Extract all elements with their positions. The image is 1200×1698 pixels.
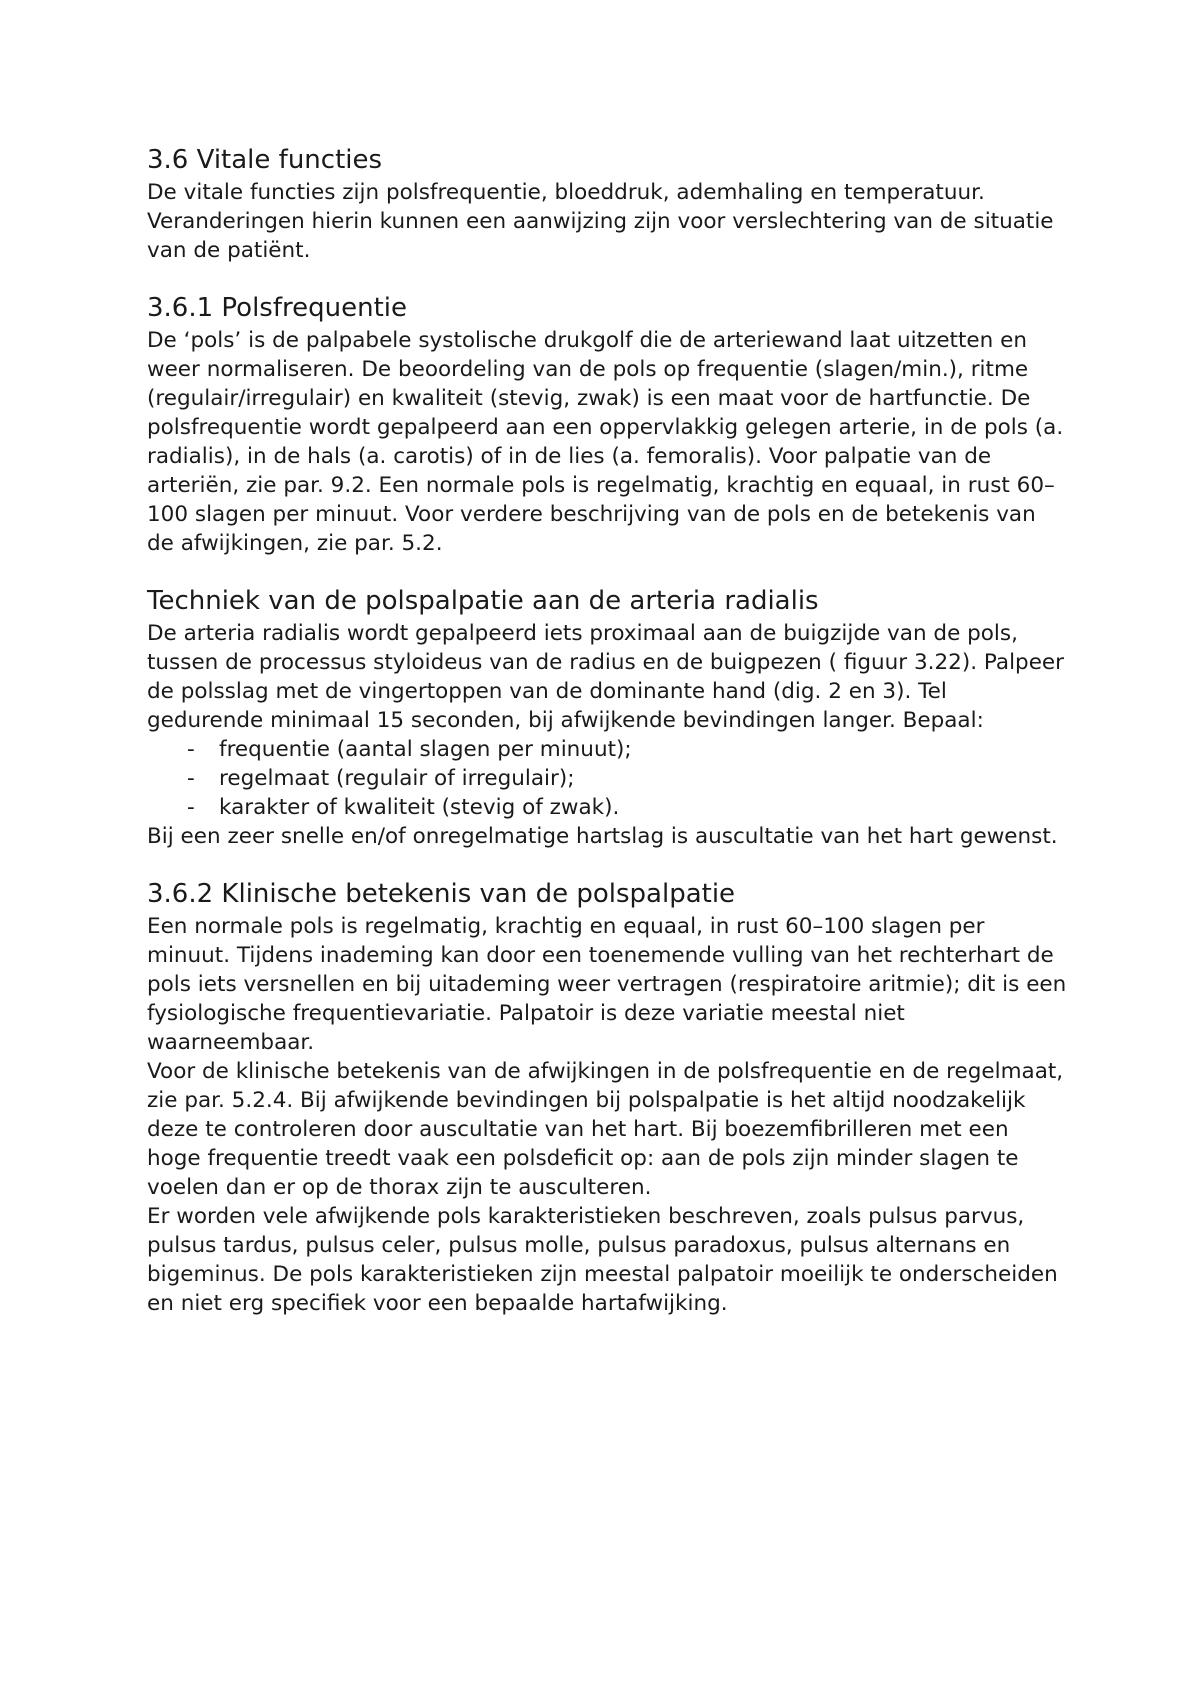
- list-dash: -: [187, 795, 195, 820]
- list-item-text: karakter of kwaliteit (stevig of zwak).: [219, 795, 620, 820]
- paragraph: Er worden vele afwijkende pols karakteristieken beschreven, zoals pulsus parvus, pulsus tardus, pulsus celer, pulsus molle, pulsus paradoxus, pulsus alternans en bigeminus. De pols karakteristieken zijn meestal palpatoir moeilijk te onderscheiden en niet erg specifiek voor een bepaalde hartafwijking.: [147, 1204, 1058, 1316]
- section-vitale-functies: [147, 144, 1067, 265]
- section-polsfrequentie: [147, 292, 1067, 558]
- list-item-text: regelmaat (regulair of irregulair);: [219, 766, 575, 791]
- paragraph: Voor de klinische betekenis van de afwijkingen in de polsfrequentie en de regelmaat, zie par. 5.2.4. Bij afwijkende bevindingen bij polspalpatie is het altijd noodzakelijk deze te controleren door auscultatie van het hart. Bij boezemfibrilleren met een hoge frequentie treedt vaak een polsdeficit op: aan de pols zijn minder slagen te voelen dan er op de thorax zijn te ausculteren.: [147, 1059, 1064, 1200]
- paragraph-intro: De arteria radialis wordt gepalpeerd iets proximaal aan de buigzijde van de pols, tussen de processus styloideus van de radius en de buigpezen ( figuur 3.22). Palpeer de polsslag met de vingertoppen van de dominante hand (dig. 2 en 3). Tel gedurende minimaal 15 seconden, bij afwijkende bevindingen langer. Bepaal:: [147, 621, 1064, 733]
- list-dash: -: [187, 737, 195, 762]
- section-title: 3.6 Vitale functies: [147, 145, 383, 175]
- section-techniek-polspalpatie: [147, 585, 1067, 851]
- paragraph: De vitale functies zijn polsfrequentie, bloeddruk, ademhaling en temperatuur. Veranderingen hierin kunnen een aanwijzing zijn voor verslechtering van de situatie van de patiënt.: [147, 180, 1054, 263]
- paragraph: De ‘pols’ is de palpabele systolische drukgolf die de arteriewand laat uitzetten en weer normaliseren. De beoordeling van de pols op frequentie (slagen/min.), ritme (regulair/irregulair) en kwaliteit (stevig, zwak) is een maat voor de hartfunctie. De polsfrequentie wordt gepalpeerd aan een oppervlakkig gelegen arterie, in de pols (a. radialis), in de hals (a. carotis) of in de lies (a. femoralis). Voor palpatie van de arteriën, zie par. 9.2. Een normale pols is regelmatig, krachtig en equaal, in rust 60–100 slagen per minuut. Voor verdere beschrijving van de pols en de betekenis van de afwijkingen, zie par. 5.2.: [147, 328, 1064, 556]
- list-item: [147, 735, 1067, 764]
- paragraph: Een normale pols is regelmatig, krachtig en equaal, in rust 60–100 slagen per minuut. Tijdens inademing kan door een toenemende vulling van het rechterhart de pols iets versnellen en bij uitademing weer vertragen (respiratoire aritmie); dit is een fysiologische frequentievariatie. Palpatoir is deze variatie meestal niet waarneembaar.: [147, 914, 1067, 1055]
- list-item: [147, 793, 1067, 822]
- paragraph-outro: Bij een zeer snelle en/of onregelmatige hartslag is auscultatie van het hart gewenst.: [147, 824, 1058, 849]
- section-title: 3.6.2 Klinische betekenis van de polspalpatie: [147, 879, 736, 909]
- list-dash: -: [187, 766, 195, 791]
- list-item-text: frequentie (aantal slagen per minuut);: [219, 737, 632, 762]
- section-klinische-betekenis: [147, 878, 1067, 1318]
- section-title: Techniek van de polspalpatie aan de arteria radialis: [147, 586, 819, 616]
- section-title: 3.6.1 Polsfrequentie: [147, 293, 407, 323]
- bullet-list: [147, 735, 1067, 822]
- list-item: [147, 764, 1067, 793]
- document-page: [147, 144, 1067, 1345]
